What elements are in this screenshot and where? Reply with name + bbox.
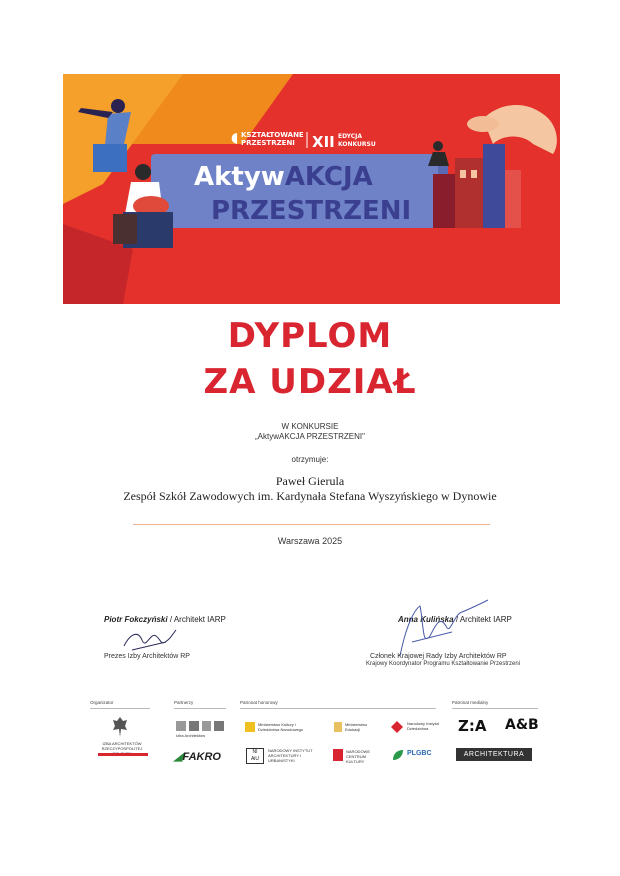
building-1 [433,174,455,228]
building-window [471,170,477,178]
niaiu-icon: NI AiU [246,748,264,764]
building-2 [455,158,483,228]
edition-line2: KONKURSU [338,141,376,148]
left-signer-title: / Architekt IARP [169,615,226,624]
partner-logo1-text: Izba Architektów [176,733,206,738]
media-divider [452,708,538,709]
right-signer-role2: Krajowy Koordynator Programu Kształtowanie Przestrzeni [366,661,521,667]
partners-label: Partnerzy [174,700,194,705]
partner-mark [214,721,224,731]
guitarist-head [135,164,151,180]
honorary-divider [240,708,436,709]
woman-legs [93,144,127,172]
left-handwritten-signature [120,622,180,656]
honorary-logo3: Narodowy Instytut Dziedzictwa [407,721,440,731]
organizer-logo-bar [98,753,148,756]
ministry-education-icon [334,722,342,732]
right-signer-name: Anna Kulińska [398,615,454,624]
brand-line1: KSZTAŁTOWANE [241,131,304,139]
place-date: Warszawa 2025 [277,536,343,546]
nck-icon [333,749,343,761]
eagle-emblem-icon [112,716,128,738]
organizer-divider [90,708,150,709]
headline-part1: Aktyw [194,162,285,192]
recipient-name: Paweł Gierula [275,474,345,488]
contest-label: W KONKURSIE [281,422,339,431]
left-signer-role: Prezes Izby Architektów RP [104,653,190,660]
brand-line2: PRZESTRZENI [241,139,295,147]
partner-mark [176,721,186,731]
honorary-logo4: NARODOWY INSTYTUT ARCHITEKTURY I URBANISTYKI [268,748,313,763]
contest-banner [63,74,560,304]
honorary-logo2: Ministerstwo Edukacji [345,722,368,732]
organizer-logo-text: IZBA ARCHITEKTÓW RZECZYPOSPOLITEJ [101,741,143,751]
recipient-school: Zespół Szkół Zawodowych im. Kardynała Stefana Wyszyńskiego w Dynowie [123,489,497,503]
left-signer-name: Piotr Fokczyński [104,615,168,624]
banner-illustration [63,74,560,304]
partners-divider [174,708,226,709]
diploma-title-line2: ZA UDZIAŁ [203,362,417,402]
building-3 [483,144,505,228]
partner-mark [189,721,199,731]
honorary-label: Patronat honorowy [240,700,278,705]
media-logo2: A&B [505,717,539,733]
media-logo1: Z:A [458,717,487,735]
fakro-mark-icon: ◢ [174,751,183,763]
headline-part2: AKCJA [284,162,373,192]
receives-label: otrzymuje: [291,455,329,464]
diploma-title-line1: DYPLOM [227,316,393,356]
honorary-logo5: NARODOWE CENTRUM KULTURY [346,749,370,764]
brand-logo-mark: ◖ [231,130,239,146]
media-label: Patronat medialny [452,700,489,705]
partner-logo2 [174,750,221,763]
building-window [460,170,466,178]
ministry-culture-icon [245,722,255,732]
edition-line1: EDYCJA [338,133,363,140]
organizer-label: Organizator [90,700,114,705]
partner-logo1-marks [176,721,224,731]
plgbc-leaf-icon [392,749,404,761]
right-signer-role1: Członek Krajowej Rady Izby Architektów RP [370,653,507,660]
dancer-head [433,141,443,151]
headline-line1 [194,162,373,192]
signature-line [133,524,490,525]
nid-icon [390,720,404,734]
edition-number: XII [312,133,335,151]
partner-logo2-text: FAKRO [182,751,221,763]
honorary-logo1: Ministerstwo Kultury i Dziedzictwa Narodowego [258,722,304,732]
right-signer-title: / Architekt IARP [455,615,512,624]
honorary-logo6: PLGBC [407,750,432,757]
media-logo3: ARCHITEKTURA [456,748,532,761]
partner-mark [202,721,212,731]
building-4 [505,170,521,228]
headline-line2: PRZESTRZENI [211,196,412,226]
contest-name: „AktywAKCJA PRZESTRZENI" [255,432,365,441]
hand-finger [467,116,499,132]
amp-box [113,214,137,244]
woman-head [111,99,125,113]
